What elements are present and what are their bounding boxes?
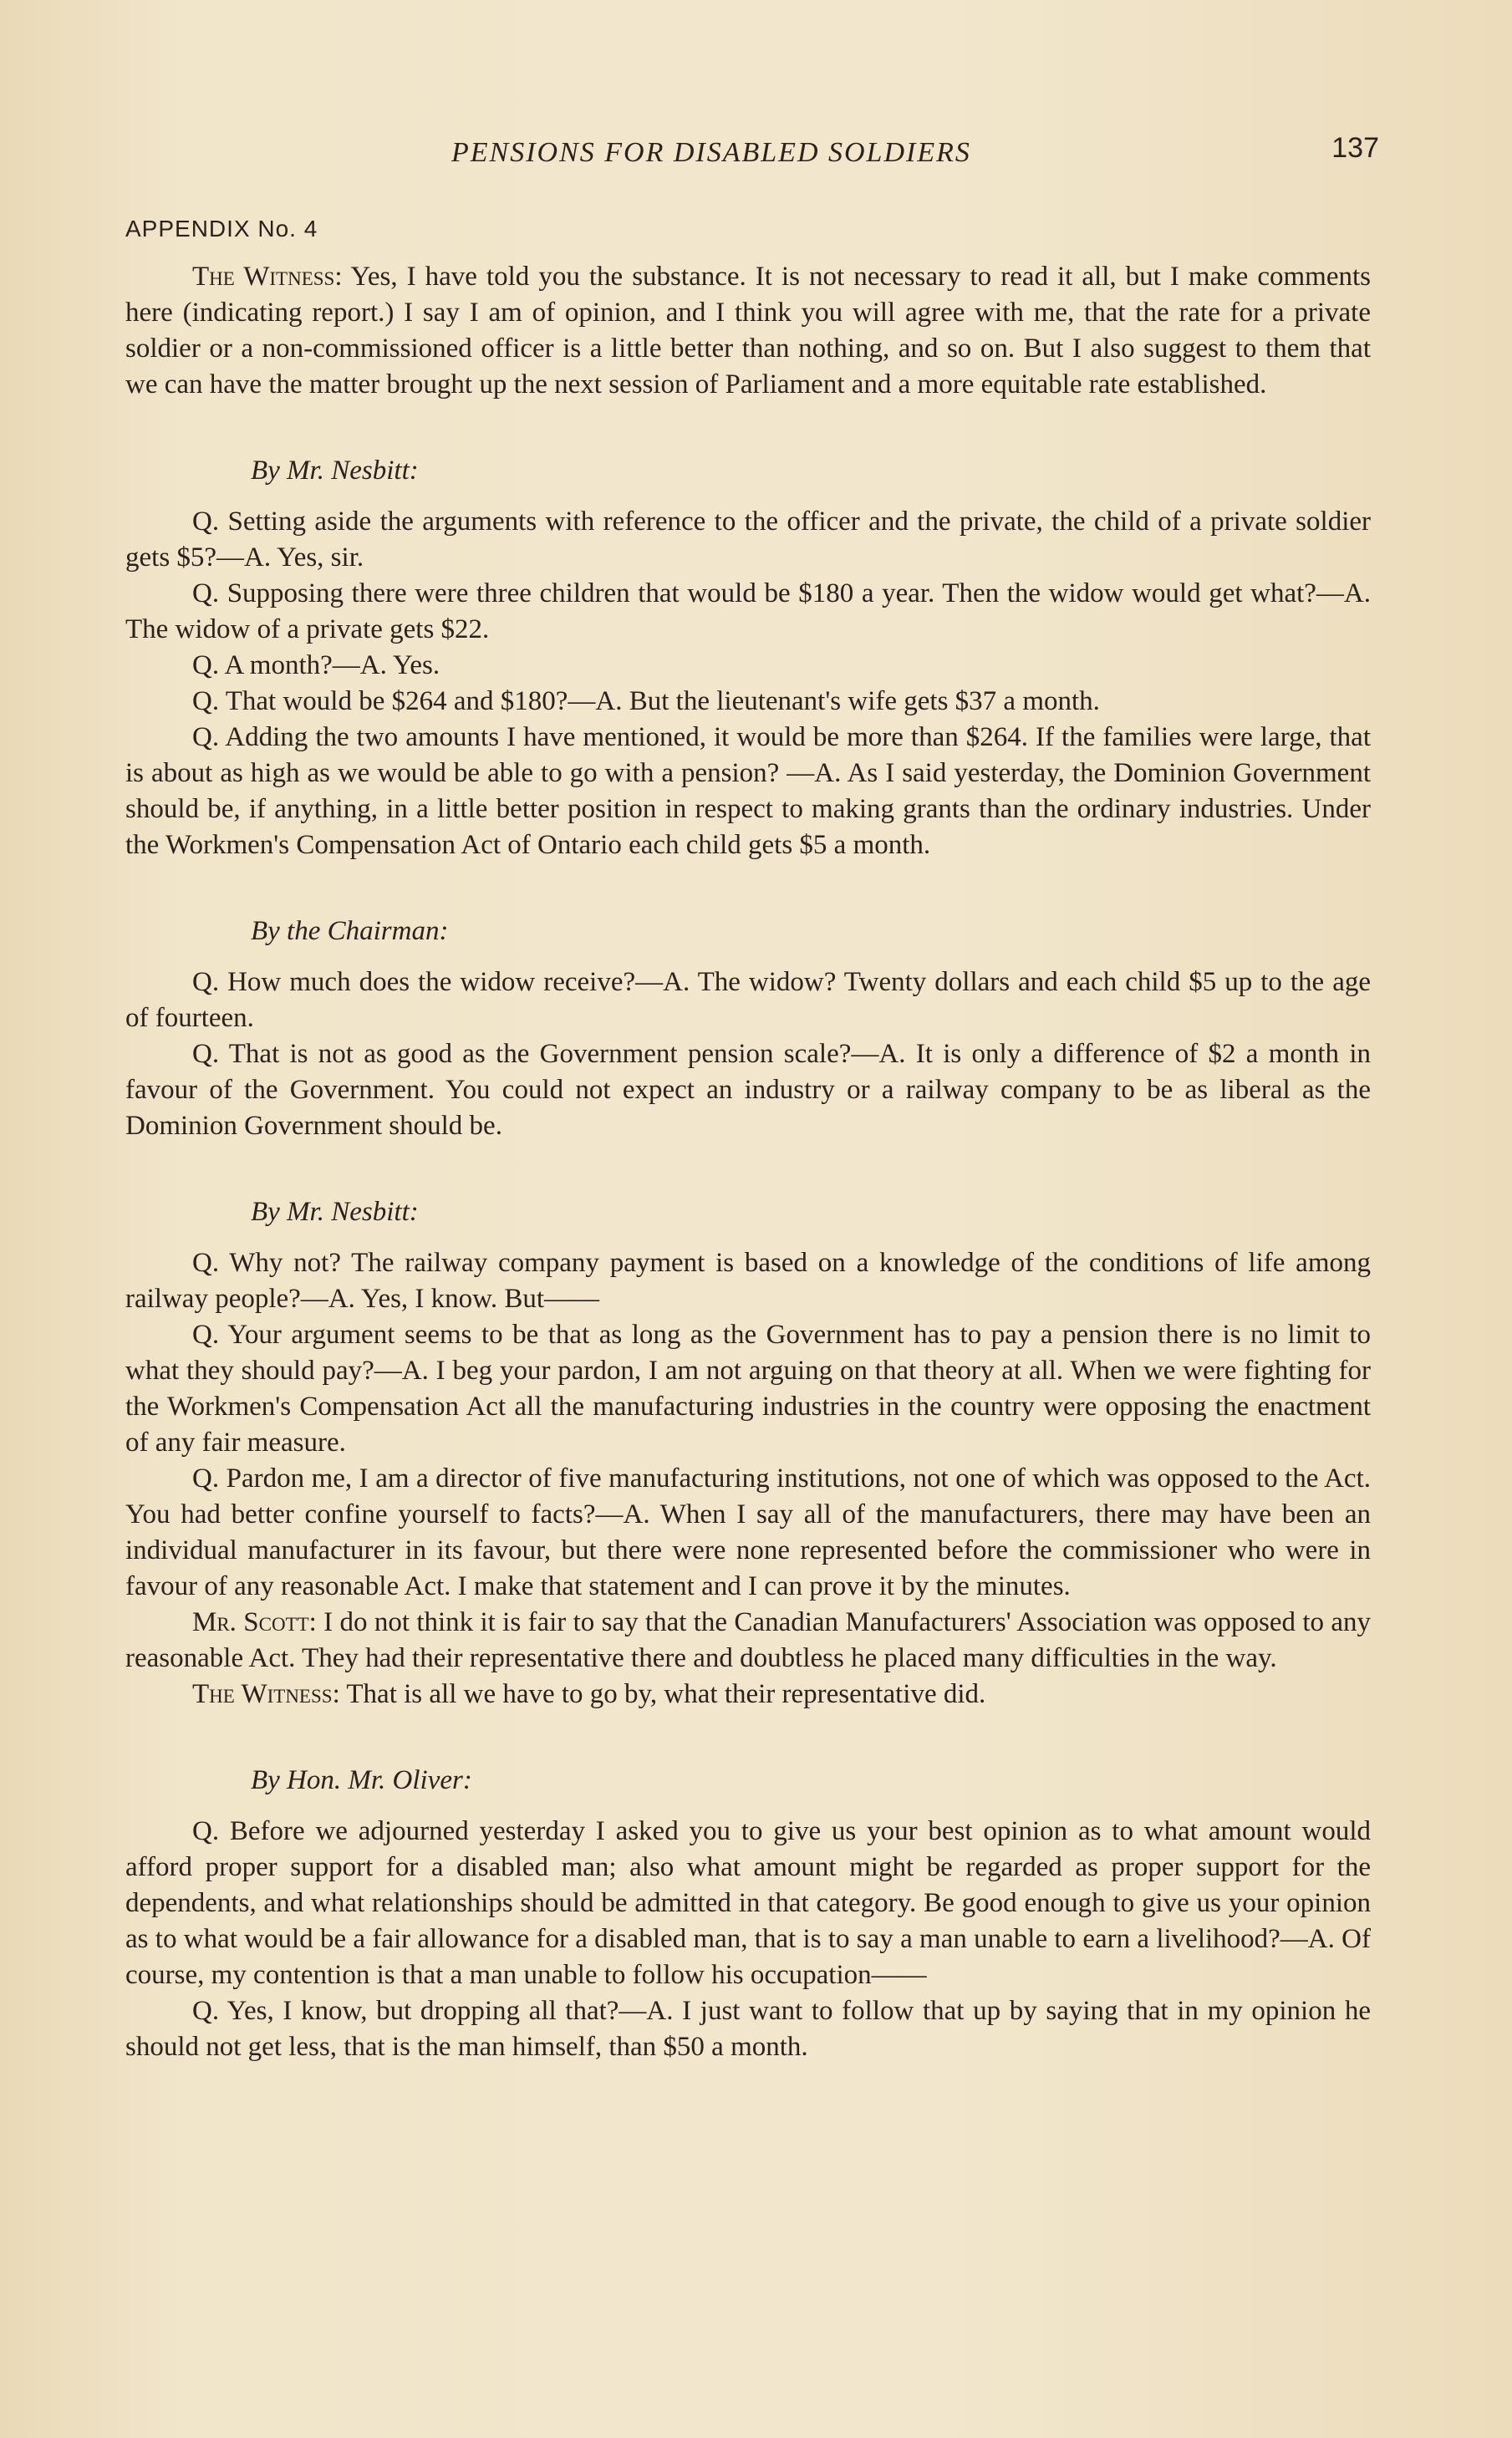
paragraph-text: Q. That would be $264 and $180?—A. But the lieutenant's wife gets $37 a month. [192,686,1100,716]
testimony-paragraph [125,1317,1371,1461]
paragraph-text: : Yes, I have told you the substance. It is not necessary to read it all, but I make comments here (indicating report.) I say I am of opinion, and I think you will agree with me, that the rate for a private soldier or a non-commissioned officer is a little better than nothing, and so on. But I also suggest to them that we can have the matter brought up the next session of Parliament and a more equitable rate established. [125,262,1371,400]
testimony-paragraph [125,576,1371,648]
testimony-paragraph [125,259,1371,403]
paragraph-text: Q. Supposing there were three children that would be $180 a year. Then the widow would get what?—A. The widow of a private gets $22. [125,578,1371,644]
testimony-paragraph [125,1461,1371,1605]
section-heading: By Mr. Nesbitt: [251,1197,419,1227]
paragraph-text: Q. That is not as good as the Government pension scale?—A. It is only a difference of $2 a month in favour of the Government. You could not expect an industry or a railway company to be as liberal as the Dominion Government should be. [125,1039,1371,1141]
testimony-paragraph [125,1993,1371,2065]
paragraph-text: Q. How much does the widow receive?—A. The widow? Twenty dollars and each child $5 up to the age of fourteen. [125,967,1371,1033]
testimony-paragraph [125,648,1371,684]
section-heading: By Hon. Mr. Oliver: [251,1765,472,1795]
paragraph-text: Q. Setting aside the arguments with reference to the officer and the private, the child of a private soldier gets $5?—A. Yes, sir. [125,506,1371,573]
testimony-paragraph [125,1245,1371,1317]
paragraph-text: : I do not think it is fair to say that the Canadian Manufacturers' Association was opposed to any reasonable Act. They had their representative there and doubtless he placed many difficulties in the way. [125,1607,1371,1673]
speaker-name: Mr. Scott [192,1607,309,1637]
paragraph-text: Q. Why not? The railway company payment is based on a knowledge of the conditions of life among railway people?—A. Yes, I know. But—— [125,1248,1371,1314]
appendix-label: APPENDIX No. 4 [125,216,318,242]
testimony-paragraph [125,965,1371,1036]
paragraph-text: : That is all we have to go by, what their representative did. [332,1679,986,1709]
testimony-paragraph [125,1605,1371,1677]
section-heading: By the Chairman: [251,916,449,946]
paragraph-text: Q. Before we adjourned yesterday I asked you to give us your best opinion as to what amount would afford proper support for a disabled man; also what amount might be regarded as proper support for the dependents, and what relationships should be admitted in that category. Be good enough to give us your opinion as to what would be a fair allowance for a disabled man, that is to say a man unable to earn a livelihood?—A. Of course, my contention is that a man unable to follow his occupation—— [125,1816,1371,1990]
speaker-name: The Witness [192,1679,333,1709]
paragraph-text: Q. Your argument seems to be that as long as the Government has to pay a pension there is no limit to what they should pay?—A. I beg your pardon, I am not arguing on that theory at all. When we were fighting for the Workmen's Compensation Act all the manufacturing industries in the country were opposing the enactment of any fair measure. [125,1320,1371,1458]
testimony-paragraph [125,504,1371,576]
running-title: PENSIONS FOR DISABLED SOLDIERS [451,137,971,168]
paragraph-text: Q. Yes, I know, but dropping all that?—A. I just want to follow that up by saying that in my opinion he should not get less, that is the man himself, than $50 a month. [125,1996,1371,2062]
testimony-paragraph [125,1814,1371,1993]
paragraph-text: Q. Adding the two amounts I have mentioned, it would be more than $264. If the families were large, that is about as high as we would be able to go with a pension? —A. As I said yesterday, the Dominion Government should be, if anything, in a little better position in respect to making grants than the ordinary industries. Under the Workmen's Compensation Act of Ontario each child gets $5 a month. [125,722,1371,860]
paragraph-text: Q. A month?—A. Yes. [192,650,440,680]
testimony-paragraph [125,1677,1371,1713]
testimony-paragraph [125,1036,1371,1144]
testimony-paragraph [125,684,1371,720]
paragraph-text: Q. Pardon me, I am a director of five manufacturing institutions, not one of which was opposed to the Act. You had better confine yourself to facts?—A. When I say all of the manufacturers, there may have been an individual manufacturer in its favour, but there were none represented before the commissioner who were in favour of any reasonable Act. I make that statement and I can prove it by the minutes. [125,1463,1371,1601]
document-body [125,259,1371,2065]
page-header [125,132,1379,179]
speaker-name: The Witness [192,262,335,292]
section-heading: By Mr. Nesbitt: [251,456,419,486]
page-number: 137 [1331,132,1379,164]
testimony-paragraph [125,720,1371,863]
